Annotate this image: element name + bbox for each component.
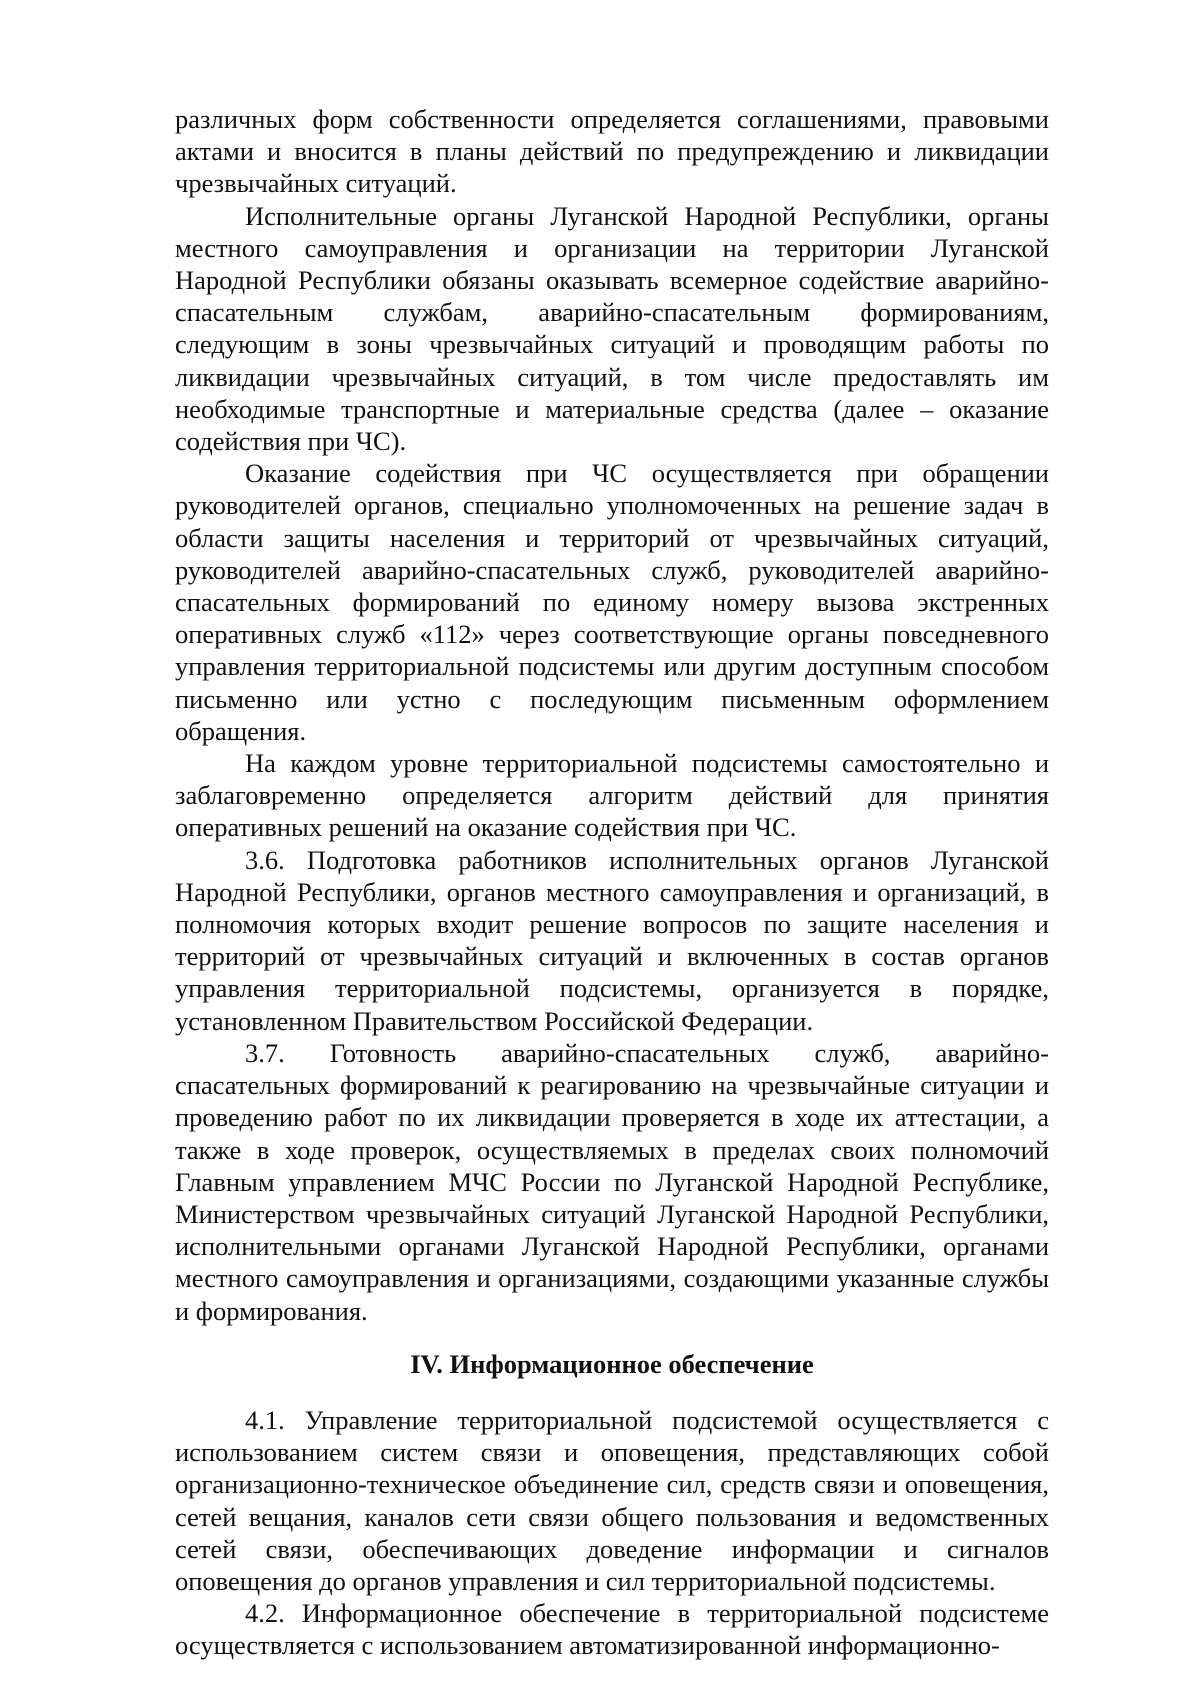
paragraph-4-2: 4.2. Информационное обеспечение в территориальной подсистеме осуществляется с использованием автоматизированной информационно- <box>175 1598 1049 1661</box>
paragraph-3-6: 3.6. Подготовка работников исполнительных органов Луганской Народной Республики, органов местного самоуправления и организаций, в полномочия которых входит решение вопросов по защите населения и территорий от чрезвычайных ситуаций и включенных в состав органов управления территориальной подсистемы, организуется в порядке, установленном Правительством Российской Федерации. <box>175 844 1049 1036</box>
paragraph-algorithm: На каждом уровне территориальной подсистемы самостоятельно и заблаговременно определяется алгоритм действий для принятия оперативных решений на оказание содействия при ЧС. <box>175 748 1049 843</box>
section-title: IV. Информационное обеспечение <box>410 1348 814 1379</box>
paragraph-executive-bodies: Исполнительные органы Луганской Народной Республики, органы местного самоуправления и организации на территории Луганской Народной Республики обязаны оказывать всемерное содействие аварийно-спасательным службам, аварийно-спасательным формированиям, следующим в зоны чрезвычайных ситуаций и проводящим работы по ликвидации чрезвычайных ситуаций, в том числе предоставлять им необходимые транспортные и материальные средства (далее – оказание содействия при ЧС). <box>175 200 1049 457</box>
paragraph-assistance-procedure: Оказание содействия при ЧС осуществляется при обращении руководителей органов, специально уполномоченных на решение задач в области защиты населения и территорий от чрезвычайных ситуаций, руководителей аварийно-спасательных служб, руководителей аварийно-спасательных формирований по единому номеру вызова экстренных оперативных служб «112» через соответствующие органы повседневного управления территориальной подсистемы или другим доступным способом письменно или устно с последующим письменным оформлением обращения. <box>175 458 1049 746</box>
paragraph-4-1: 4.1. Управление территориальной подсистемой осуществляется с использованием систем связи и оповещения, представляющих собой организационно-техническое объединение сил, средств связи и оповещения, сетей вещания, каналов сети связи общего пользования и ведомственных сетей связи, обеспечивающих доведение информации и сигналов оповещения до органов управления и сил территориальной подсистемы. <box>175 1404 1049 1596</box>
paragraph-continuation: различных форм собственности определяется соглашениями, правовыми актами и вносится в планы действий по предупреждению и ликвидации чрезвычайных ситуаций. <box>175 104 1049 199</box>
document-page <box>175 103 1049 1662</box>
paragraph-3-7: 3.7. Готовность аварийно-спасательных служб, аварийно-спасательных формирований к реагированию на чрезвычайные ситуации и проведению работ по их ликвидации проверяется в ходе их аттестации, а также в ходе проверок, осуществляемых в пределах своих полномочий Главным управлением МЧС России по Луганской Народной Республике, Министерством чрезвычайных ситуаций Луганской Народной Республики, исполнительными органами Луганской Народной Республики, органами местного самоуправления и организациями, создающими указанные службы и формирования. <box>175 1037 1049 1326</box>
